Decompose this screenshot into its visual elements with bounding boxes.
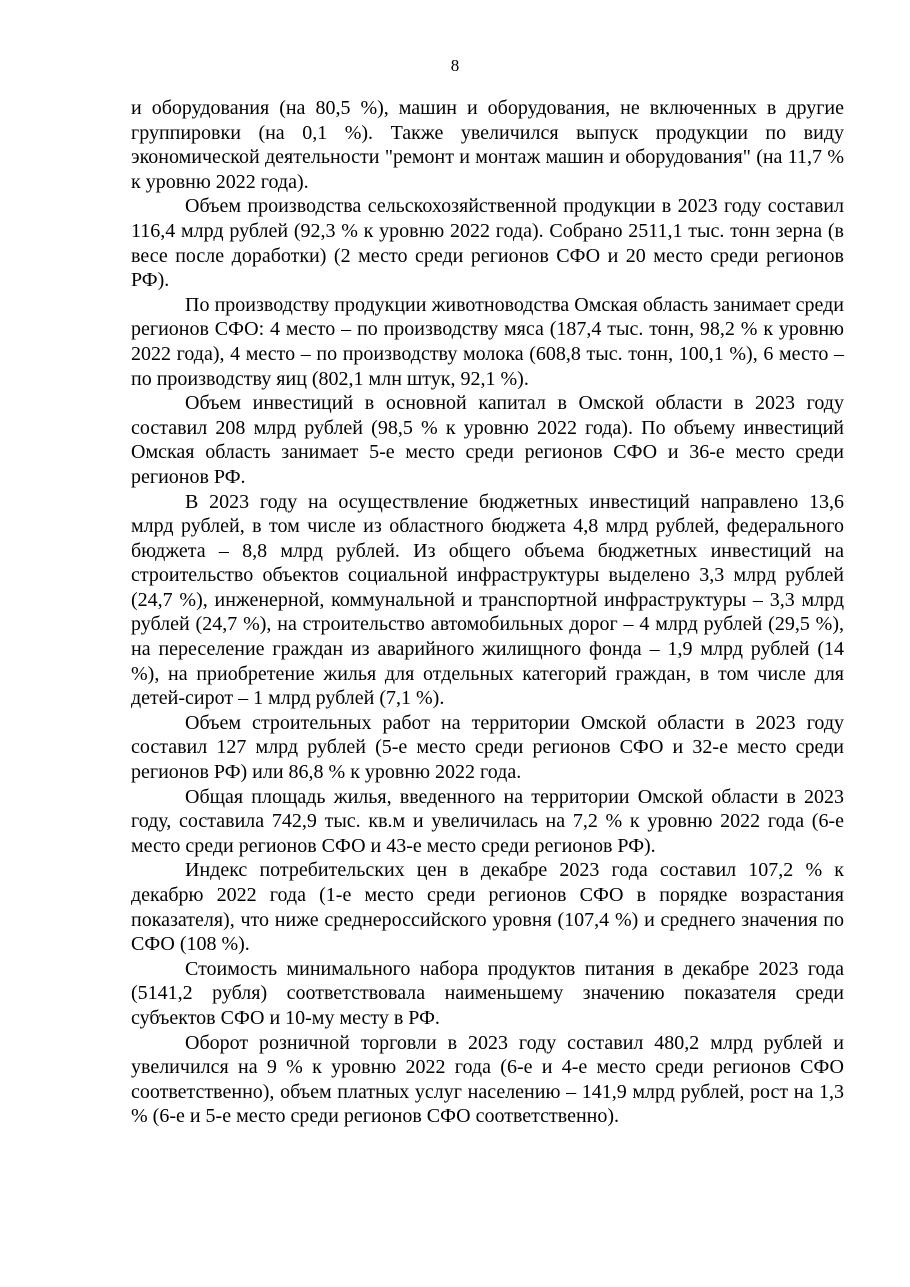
paragraph-agriculture: Объем производства сельскохозяйственной продукции в 2023 году составил 116,4 млрд рублей (92,3 % к уровню 2022 года). Собрано 2511,1 тыс. тонн зерна (в весе после доработки) (2 место среди регионов СФО и 20 место среди регионов РФ). [131, 195, 844, 292]
paragraph-fixed-capital-investment: Объем инвестиций в основной капитал в Омской области в 2023 году составил 208 млрд рублей (98,5 % к уровню 2022 года). По объему инвестиций Омская область занимает 5-е место среди регионов СФО и 36-е место среди регионов РФ. [131, 392, 844, 488]
paragraph-construction-works: Объем строительных работ на территории Омской области в 2023 году составил 127 млрд рублей (5-е место среди регионов СФО и 32-е место среди регионов РФ) или 86,8 % к уровню 2022 года. [131, 711, 844, 784]
paragraph-housing: Общая площадь жилья, введенного на территории Омской области в 2023 году, составила 742,9 тыс. кв.м и увеличилась на 7,2 % к уровню 2022 года (6-е место среди регионов СФО и 43-е место среди регионов РФ). [131, 785, 844, 857]
page-number: 8 [450, 56, 460, 75]
paragraph-industry-continuation: и оборудования (на 80,5 %), машин и оборудования, не включенных в другие группировки (на 0,1 %). Также увеличился выпуск продукции по виду экономической деятельности "ремонт и монтаж машин и оборудования" (на 11,7 % к уровню 2022 года). [131, 97, 844, 193]
paragraph-consumer-prices: Индекс потребительских цен в декабре 2023 года составил 107,2 % к декабрю 2022 года (1-е место среди регионов СФО в порядке возрастания показателя), что ниже среднероссийского уровня (107,4 %) и среднего значения по СФО (108 %). [131, 859, 844, 956]
body-text [131, 96, 844, 1129]
paragraph-livestock: По производству продукции животноводства Омская область занимает среди регионов СФО: 4 место – по производству мяса (187,4 тыс. тонн, 98,2 % к уровню 2022 года), 4 место – по производству молока (608,8 тыс. тонн, 100,1 %), 6 место – по производству яиц (802,1 млн штук, 92,1 %). [131, 293, 844, 390]
paragraph-food-basket: Стоимость минимального набора продуктов питания в декабре 2023 года (5141,2 рубля) соответствовала наименьшему значению показателя среди субъектов СФО и 10-му месту в РФ. [131, 957, 844, 1029]
paragraph-retail-trade: Оборот розничной торговли в 2023 году составил 480,2 млрд рублей и увеличился на 9 % к уровню 2022 года (6-е и 4-е место среди регионов СФО соответственно), объем платных услуг населению – 141,9 млрд рублей, рост на 1,3 % (6-е и 5-е место среди регионов СФО соответственно). [131, 1031, 844, 1128]
paragraph-budget-investment: В 2023 году на осуществление бюджетных инвестиций направлено 13,6 млрд рублей, в том числе из областного бюджета 4,8 млрд рублей, федерального бюджета – 8,8 млрд рублей. Из общего объема бюджетных инвестиций на строительство объектов социальной инфраструктуры выделено 3,3 млрд рублей (24,7 %), инженерной, коммунальной и транспортной инфраструктуры – 3,3 млрд рублей (24,7 %), на строительство автомобильных дорог – 4 млрд рублей (29,5 %), на переселение граждан из аварийного жилищного фонда – 1,9 млрд рублей (14 %), на приобретение жилья для отдельных категорий граждан, в том числе для детей-сирот – 1 млрд рублей (7,1 %). [131, 490, 844, 710]
